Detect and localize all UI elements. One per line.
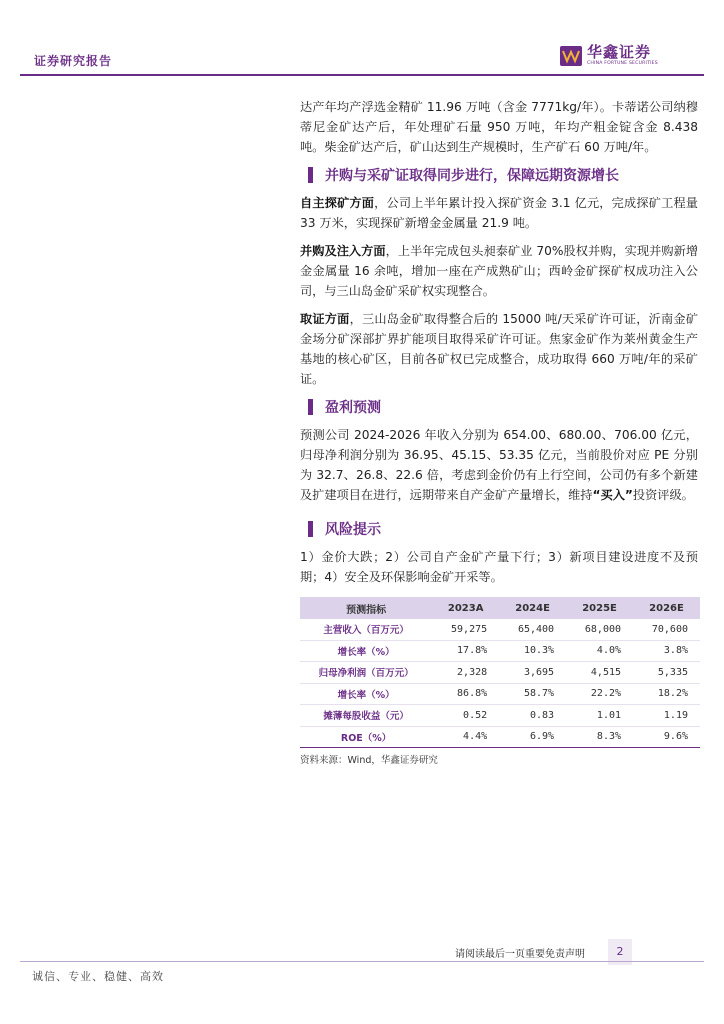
table-cell: 59,275	[432, 619, 499, 640]
row-label: 增长率（%）	[300, 683, 432, 705]
forecast-table	[300, 597, 700, 748]
logo-english-name: CHINA FORTUNE SECURITIES	[587, 61, 658, 66]
table-cell: 4,515	[566, 662, 633, 684]
table-cell: 3.8%	[633, 640, 700, 662]
table-cell: 70,600	[633, 619, 700, 640]
row-label: ROE（%）	[300, 726, 432, 748]
table-cell: 5,335	[633, 662, 700, 684]
disclaimer-link[interactable]: 请阅读最后一页重要免责声明	[455, 949, 585, 960]
table-cell: 22.2%	[566, 683, 633, 705]
table-cell: 3,695	[499, 662, 566, 684]
table-row	[300, 683, 700, 705]
table-cell: 8.3%	[566, 726, 633, 748]
license-text: ，三山岛金矿取得整合后的 15000 吨/天采矿许可证，沂南金矿金场分矿深部扩界扩能项目取得采矿许可证。焦家金矿作为莱州黄金生产基地的核心矿区，目前各矿权已完成整合，成功取得 660 万吨/年的采矿证。	[300, 312, 699, 386]
intro-paragraph: 达产年均产浮选金精矿 11.96 万吨（含金 7771kg/年）。卡蒂诺公司纳穆蒂尼金矿达产后，年处理矿石量 950 万吨，年均产粗金锭含金 8.438 吨。柴金矿达产后，矿山达到生产规模时，生产矿石 60 万吨/年。	[300, 100, 698, 154]
table-source-note: 资料来源：Wind，华鑫证券研究	[300, 755, 438, 766]
forecast-text-end: 投资评级。	[632, 488, 694, 502]
table-row	[300, 726, 700, 748]
section-title: 并购与采矿证取得同步进行，保障远期资源增长	[325, 168, 619, 184]
table-row	[300, 619, 700, 640]
section-heading-forecast	[300, 397, 698, 417]
table-header-cell: 2023A	[432, 597, 499, 619]
logo-chinese-name: 华鑫证券	[587, 43, 652, 61]
license-lead: 取证方面	[300, 312, 350, 326]
table-cell: 86.8%	[432, 683, 499, 705]
table-header-cell: 2025E	[566, 597, 633, 619]
table-cell: 68,000	[566, 619, 633, 640]
footer-motto: 诚信、专业、稳健、高效	[32, 970, 164, 983]
section-heading-acquisition	[300, 165, 698, 185]
main-content	[300, 97, 698, 766]
row-label: 主营收入（百万元）	[300, 619, 432, 640]
footer-divider	[20, 961, 704, 962]
exploration-paragraph	[300, 193, 698, 233]
table-cell: 1.01	[566, 705, 633, 727]
page-number: 2	[608, 939, 632, 965]
table-cell: 2,328	[432, 662, 499, 684]
table-cell: 65,400	[499, 619, 566, 640]
table-header-cell: 预测指标	[300, 597, 432, 619]
license-paragraph	[300, 309, 698, 389]
section-marker	[308, 521, 313, 537]
table-row	[300, 640, 700, 662]
forecast-paragraph	[300, 425, 698, 505]
acquisition-text: ，上半年完成包头昶泰矿业 70%股权并购，实现并购新增金金属量 16 余吨，增加一座在产成熟矿山；西岭金矿探矿权成功注入公司，与三山岛金矿采矿权实现整合。	[300, 244, 699, 298]
table-cell: 0.83	[499, 705, 566, 727]
exploration-text: ，公司上半年累计投入探矿资金 3.1 亿元，完成探矿工程量 33 万米，实现探矿新增金金属量 21.9 吨。	[300, 196, 698, 230]
table-cell: 9.6%	[633, 726, 700, 748]
report-type-label: 证券研究报告	[34, 54, 113, 68]
table-header-row	[300, 597, 700, 619]
table-cell: 58.7%	[499, 683, 566, 705]
table-cell: 4.4%	[432, 726, 499, 748]
row-label: 归母净利润（百万元）	[300, 662, 432, 684]
section-title: 盈利预测	[325, 400, 381, 416]
exploration-lead: 自主探矿方面	[300, 196, 375, 210]
header-divider	[20, 74, 704, 76]
table-cell: 18.2%	[633, 683, 700, 705]
acquisition-paragraph	[300, 241, 698, 301]
table-row	[300, 662, 700, 684]
table-cell: 0.52	[432, 705, 499, 727]
row-label: 摊薄每股收益（元）	[300, 705, 432, 727]
section-marker	[308, 399, 313, 415]
table-cell: 4.0%	[566, 640, 633, 662]
table-cell: 10.3%	[499, 640, 566, 662]
risk-paragraph: 1）金价大跌；2）公司自产金矿产量下行；3）新项目建设进度不及预期；4）安全及环保影响金矿开采等。	[300, 550, 698, 584]
company-logo	[560, 44, 658, 67]
table-cell: 1.19	[633, 705, 700, 727]
rating-badge: “买入”	[592, 488, 633, 502]
section-marker	[308, 167, 313, 183]
table-header-cell: 2026E	[633, 597, 700, 619]
table-row	[300, 705, 700, 727]
section-heading-risk	[300, 519, 698, 539]
logo-mark-icon	[560, 46, 582, 66]
acquisition-lead: 并购及注入方面	[300, 244, 386, 258]
table-cell: 6.9%	[499, 726, 566, 748]
section-title: 风险提示	[325, 522, 381, 538]
row-label: 增长率（%）	[300, 640, 432, 662]
table-cell: 17.8%	[432, 640, 499, 662]
forecast-text: 预测公司 2024-2026 年收入分别为 654.00、680.00、706.00 亿元，归母净利润分别为 36.95、45.15、53.35 亿元，当前股价对应 PE 分别为 32.7、26.8、22.6 倍，考虑到金价仍有上行空间，公司仍有多个新建及扩建项目在进行，远期带来自产金矿产量增长，维持	[300, 428, 698, 502]
table-header-cell: 2024E	[499, 597, 566, 619]
